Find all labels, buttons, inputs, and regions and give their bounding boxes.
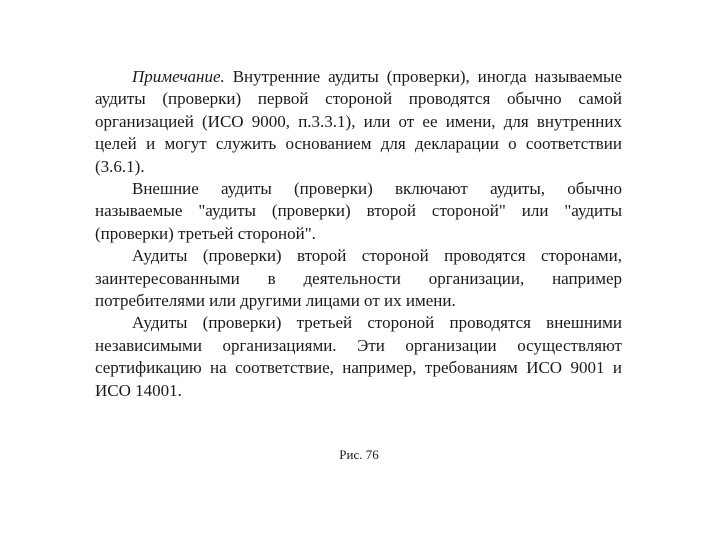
document-body: [95, 66, 622, 402]
note-label: Примечание.: [132, 67, 225, 86]
external-audits-paragraph: Внешние аудиты (проверки) включают аудиты, обычно называемые "аудиты (проверки) второй стороной" или "аудиты (проверки) третьей стороной".: [95, 179, 622, 243]
second-party-audits-paragraph: Аудиты (проверки) второй стороной проводятся сторонами, заинтересованными в деятельности организации, например потребителями или другими лицами от их имени.: [95, 246, 622, 311]
figure-caption: Рис. 76: [339, 447, 379, 462]
note-text: Внутренние аудиты (проверки), иногда называемые аудиты (проверки) первой стороной проводятся обычно самой организацией (ИСО 9000, п.3.3.1), или от ее имени, для внутренних целей и могут служить основанием для декларации о соответствии (3.6.1).: [95, 67, 622, 176]
note-paragraph: [95, 66, 622, 178]
third-party-audits-paragraph: Аудиты (проверки) третьей стороной проводятся внешними независимыми организациями. Эти организации осуществляют сертификацию на соответствие, например, требованиям ИСО 9001 и ИСО 14001.: [95, 313, 622, 400]
figure-caption-container: [0, 447, 720, 463]
